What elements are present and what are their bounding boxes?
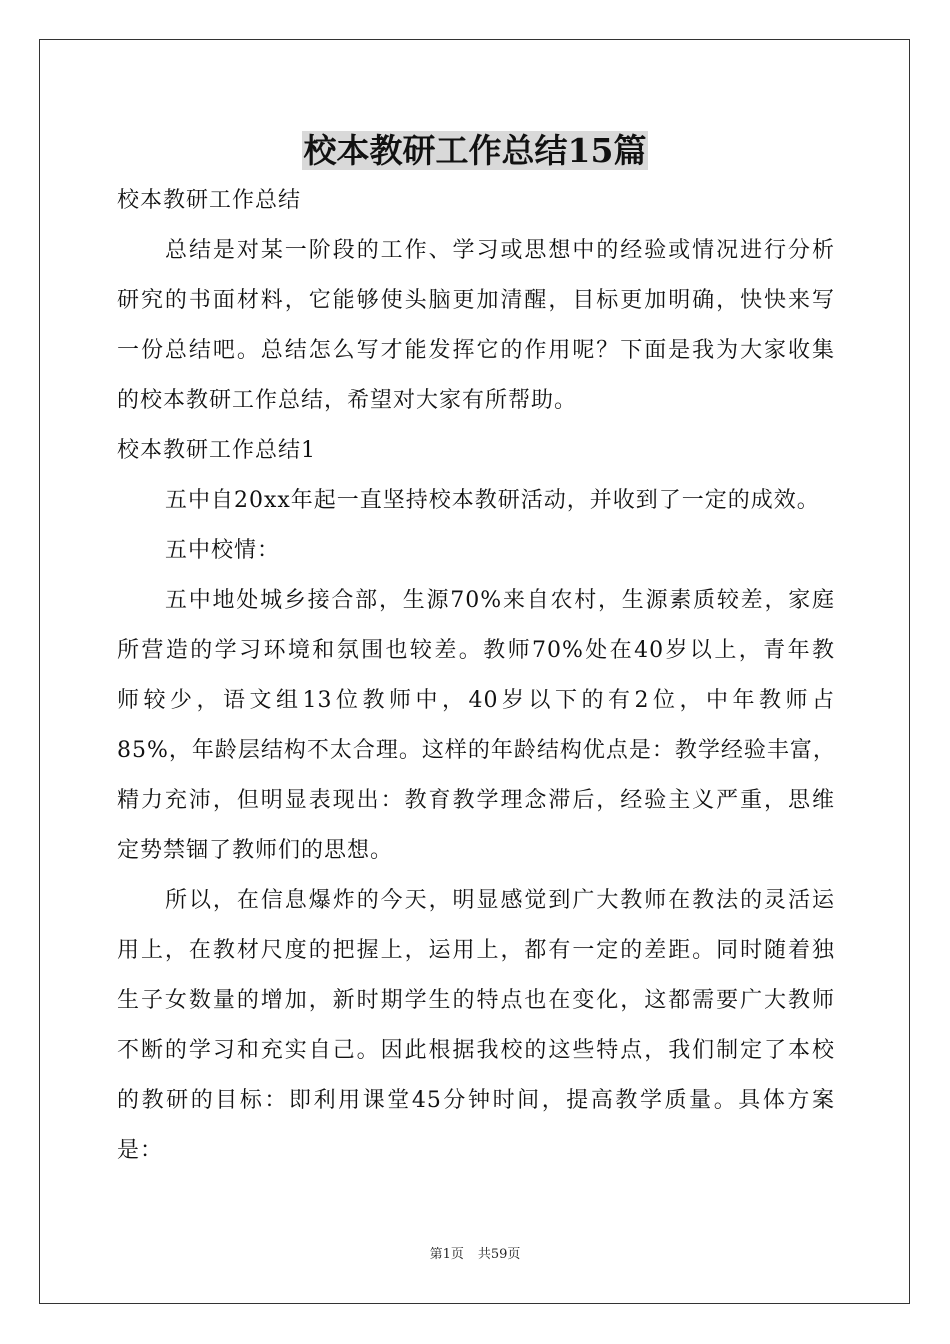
page-footer <box>0 1245 950 1265</box>
text-line: 85%，年龄层结构不太合理。这样的年龄结构优点是：教学经验丰富， <box>117 738 836 763</box>
text-line: 总结是对某一阶段的工作、学习或思想中的经验或情况进行分析 <box>165 238 835 263</box>
text-line: 五中地处城乡接合部，生源70%来自农村，生源素质较差，家庭 <box>165 588 835 613</box>
text-line: 定势禁锢了教师们的思想。 <box>117 838 394 863</box>
text-line: 师较少，语文组13位教师中，40岁以下的有2位，中年教师占 <box>117 688 835 713</box>
text-line: 校本教研工作总结1 <box>117 438 316 463</box>
text-line: 不断的学习和充实自己。因此根据我校的这些特点，我们制定了本校 <box>117 1038 835 1063</box>
text-line: 五中自20xx年起一直坚持校本教研活动，并收到了一定的成效。 <box>165 488 820 513</box>
text-line: 一份总结吧。总结怎么写才能发挥它的作用呢？下面是我为大家收集 <box>117 338 835 363</box>
document-title-text: 校本教研工作总结15篇 <box>303 131 647 170</box>
text-line: 所以，在信息爆炸的今天，明显感觉到广大教师在教法的灵活运 <box>165 888 835 913</box>
document-body <box>117 176 835 1176</box>
text-line: 校本教研工作总结 <box>117 188 302 213</box>
text-line: 研究的书面材料，它能够使头脑更加清醒，目标更加明确，快快来写 <box>117 288 835 313</box>
page-total: 共59页 <box>477 1247 521 1262</box>
text-line: 生子女数量的增加，新时期学生的特点也在变化，这都需要广大教师 <box>117 988 835 1013</box>
text-line: 精力充沛，但明显表现出：教育教学理念滞后，经验主义严重，思维 <box>117 788 835 813</box>
page-number: 第1页 <box>429 1247 464 1262</box>
text-line: 是： <box>117 1138 164 1163</box>
text-line: 所营造的学习环境和氛围也较差。教师70%处在40岁以上，青年教 <box>117 638 835 663</box>
text-line: 的教研的目标：即利用课堂45分钟时间，提高教学质量。具体方案 <box>117 1088 835 1113</box>
text-line: 用上，在教材尺度的把握上，运用上，都有一定的差距。同时随着独 <box>117 938 835 963</box>
document-title <box>0 126 950 176</box>
text-line: 五中校情： <box>165 538 281 563</box>
text-line: 的校本教研工作总结，希望对大家有所帮助。 <box>117 388 578 413</box>
